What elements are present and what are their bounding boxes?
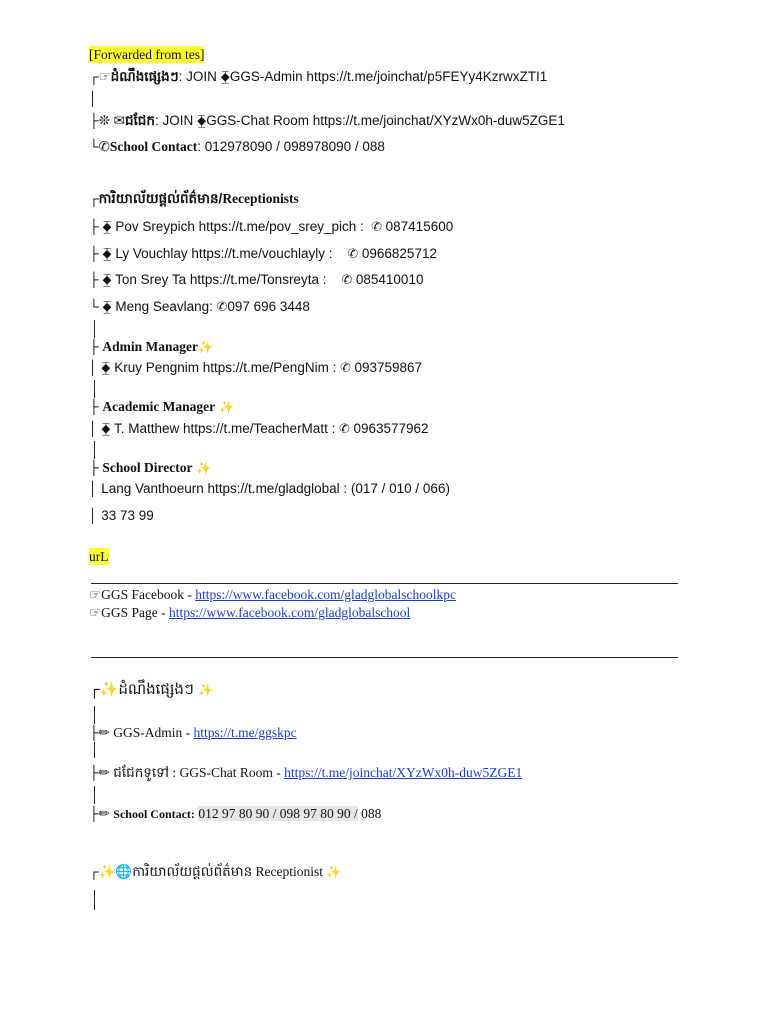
second-connector [94,786,95,804]
page-label: ☞GGS Page - [89,605,169,620]
sparkle-icon: ✨ [196,461,212,475]
forwarded-label: [Forwarded from tes] [89,47,205,62]
reception-khmer: ការិយាល័យផ្ដល់ព័ត៌មាន [132,864,253,879]
second-heading [89,681,213,699]
receptionist-prefix: ├ ⧱ [89,272,112,287]
receptionist-prefix: ├ ⧱ [89,246,112,261]
receptionists-prefix: ┌ [89,191,99,206]
receptionist-item [89,218,453,235]
page-link[interactable]: https://www.facebook.com/gladglobalschool [168,605,411,620]
admin-heading: ├ Admin Manager✨ [89,339,213,354]
contact-tail: 088 [357,806,382,821]
join-admin-text: : JOIN ⧱GGS-Admin https://t.me/joinchat/p5FEYy4KzrwxZTI1 [178,69,548,84]
join-admin-line [89,68,547,85]
director-contact: Lang Vanthoeurn https://t.me/gladglobal : (017 / 010 / 066) [101,481,450,496]
sparkle-icon: ✨ [326,865,342,879]
sparkle-icon: ✨ [198,683,213,697]
divider [91,657,678,658]
pencil-icon: ├✏ [89,806,110,821]
school-contact-label: School Contact [109,139,198,154]
receptionist-prefix: ├ ⧱ [89,219,112,234]
second-connector [94,706,95,724]
receptionist-item [89,271,423,288]
chat-room-label: : GGS-Chat Room - [168,765,285,780]
join-chat-line [89,112,565,129]
receptionist-phone: ✆ 087415600 [371,219,454,234]
receptionist-text: Pov Sreypich https://t.me/pov_srey_pich : [115,219,364,234]
second-connector [94,742,95,758]
second-heading-prefix: ┌✨ [89,681,119,698]
sparkle-icon: ✨ [218,400,234,414]
reception-connector [94,890,95,910]
sparkle-icon: ✨ [197,340,213,354]
receptionist-text: Ly Vouchlay https://t.me/vouchlayly : [115,246,333,261]
second-heading-khmer: ដំណឹងផ្សេងៗ [118,681,194,698]
school-contact-numbers: : 012978090 / 098978090 / 088 [197,139,385,154]
receptionist-item [89,298,310,315]
facebook-label: ☞GGS Facebook - [89,587,196,602]
divider [91,583,678,584]
separator-bar: │ [89,91,98,106]
url-label: urL [89,549,109,564]
receptionist-text: Ton Srey Ta https://t.me/Tonsreyta : [115,272,327,287]
reception-prefix: ┌✨🌐 [89,864,133,879]
director-connector [94,441,95,459]
join-admin-khmer: ដំណឹងផ្សេងៗ [110,69,179,84]
facebook-link-line [89,586,456,603]
join-admin-prefix: ┌☞ [89,69,111,84]
admin-line: │ ⧱ Kruy Pengnim https://t.me/PengNim : ✆ 093759867 [89,360,423,375]
admin-label: Admin Manager [102,339,198,354]
reception-heading [89,863,341,881]
school-contact-line [89,138,385,155]
chat-room-link[interactable]: https://t.me/joinchat/XYzWx0h-duw5ZGE1 [284,765,523,780]
director-phone: 33 73 99 [101,508,154,523]
receptionists-heading [89,190,299,207]
contact-label: School Contact: [113,807,195,821]
director-line: │ Lang Vanthoeurn https://t.me/gladglobal : (017 / 010 / 066) [89,481,450,496]
academic-contact: ⧱ T. Matthew https://t.me/TeacherMatt : ✆ 0963577962 [101,421,429,436]
contact-numbers: 012 97 80 90 / 098 97 80 90 / [198,806,358,821]
receptionist-text: Meng Seavlang: ✆097 696 3448 [115,299,310,314]
join-chat-prefix: ├❊ ✉ [89,113,125,128]
admin-contact: ⧱ Kruy Pengnim https://t.me/PengNim : ✆ 093759867 [101,360,423,375]
receptionist-item [89,245,437,262]
receptionist-phone: ✆ 0966825712 [347,246,437,261]
director-label: School Director [102,460,193,475]
receptionists-en: Receptionists [222,191,299,206]
pencil-icon: ├✏ [89,725,110,740]
reception-en: Receptionist [252,864,327,879]
academic-label: Academic Manager [102,399,216,414]
ggs-admin-link[interactable]: https://t.me/ggskpc [193,725,297,740]
page-link-line [89,604,410,621]
director-line-2: │ 33 73 99 [89,508,154,523]
academic-heading: ├ Academic Manager ✨ [89,399,234,414]
join-chat-khmer: ជជែក [124,113,155,128]
ggs-admin-label: GGS-Admin - [113,725,194,740]
contact-line [89,805,381,823]
pencil-icon: ├✏ [89,765,110,780]
chat-room-khmer: ជជែកទូទៅ [113,765,169,780]
receptionist-phone: ✆ 085410010 [341,272,424,287]
receptionists-khmer: ការិយាល័យផ្ដល់ព័ត៌មាន/ [98,191,223,206]
receptionist-prefix: └ ⧱ [89,299,112,314]
ggs-admin-line [89,724,297,741]
admin-connector [94,320,95,338]
school-contact-prefix: └✆ [89,139,110,154]
academic-connector [94,380,95,398]
director-heading: ├ School Director ✨ [89,460,212,475]
academic-line: │ ⧱ T. Matthew https://t.me/TeacherMatt : ✆ 0963577962 [89,421,429,436]
join-chat-text: : JOIN ⧱GGS-Chat Room https://t.me/joinchat/XYzWx0h-duw5ZGE1 [154,113,565,128]
facebook-link[interactable]: https://www.facebook.com/gladglobalschoolkpc [195,587,457,602]
chat-room-line [89,764,522,781]
